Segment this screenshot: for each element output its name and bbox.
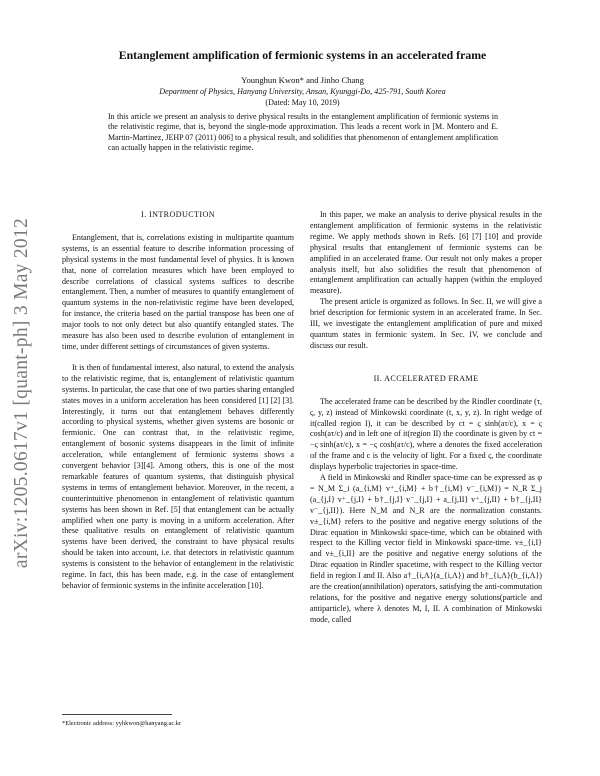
frame-paragraph-2: A field in Minkowski and Rindler space-time can be expressed as φ = N_M Σ_i (a_{i,M} v⁺_{i,M} + b†_{i,M} v⁻_{i,M}) = N_R Σ_j (a_{j,I} v⁺_{j,I} + b†_{j,I} v⁻_{j,I} + a_{j,II} v⁺_{j,II} + b†_{j,II} v⁻_{j,II}). Here N_M and N_R are the normalization constants. v±_{i,M} refers to the positive and negative energy solutions of the Dirac equation in Minkowski space-time, which can be obtained with respect to the Killing vector field in Minkowski space-time. v±_{i,I} and v±_{i,II} are the positive and negative energy solutions of the Dirac equation in Rindler spacetime, with respect to the Killing vector field in region I and II. Also a†_{i,Λ}(a_{i,Λ}) and b†_{i,Λ}(b_{i,Λ}) are the creation(annihilation) operators, satisfying the anti-commutation relations, for the positive and negative energy solutions(particle and antiparticle), where λ denotes M, I, II. A combination of Minkowski mode, called (310, 473, 542, 624)
section-heading-accelerated-frame: II. ACCELERATED FRAME (373, 373, 479, 383)
abstract: In this article we present an analysis to derive physical results in the entanglement amplification of fermionic systems in the relativistic regime, that is, beyond the single-mode approximation. This leads a recent work in [M. Montero and E. Martin-Martinez, JEHP 07 (2011) 006] to a physical result, and solidifies that phenomenon of entanglement amplification can actually happen in the relativistic regime. (108, 112, 498, 152)
paper-affiliation: Department of Physics, Hanyang University, Ansan, Kyunggi-Do, 425-791, South Korea (159, 87, 446, 96)
frame-paragraph-1: The accelerated frame can be described by the Rindler coordinate (τ, ς, y, z) instead of Minkowski coordinate (t, x, y, z). In right wedge of it(called region I), it can be described by ct = ς sinh(aτ/c), x = ς cosh(aτ/c) and in left one of it(region II) the coordinate is given by ct = −ς sinh(aτ/c), x = −ς cosh(aτ/c), where a denotes the fixed acceleration of the frame and c is the velocity of light. For a fixed ς, the coordinate displays hyperbolic trajectories in space-time. (310, 396, 542, 472)
footnote-email: *Electronic address: yyhkwon@hanyang.ac.kr (62, 720, 182, 727)
left-column (62, 210, 294, 592)
intro-paragraph-4: The present article is organized as follows. In Sec. II, we will give a brief description for fermionic system in an accelerated frame. In Sec. III, we investigate the entanglement amplification of pure and mixed quantum states in fermionic system. In Sec. IV, we conclude and discuss our result. (310, 297, 542, 350)
paper-header (60, 48, 545, 108)
paper-title: Entanglement amplification of fermionic systems in an accelerated frame (118, 48, 487, 62)
footnote-rule (62, 714, 172, 715)
arxiv-stamp: arXiv:1205.0617v1 [quant-ph] 3 May 2012 (11, 217, 33, 569)
intro-paragraph-2: It is then of fundamental interest, also natural, to extend the analysis to the relativistic regime, that is, entanglement of relativistic quantum systems. In particular, the case that one of two parties sharing entangled states moves in a uniform acceleration has been considered [1] [2] [3]. Interestingly, it turns out that entanglement behaves differently according to physical systems, whether given systems are bosonic or fermionic. One can contrast that, in the relativistic regime, entanglement of bosonic systems disappears in the limit of infinite acceleration, while entanglement of fermionic systems shows a convergent behavior [3][4]. Among others, this is one of the most remarkable features of quantum systems, that distinguish physical systems in terms of entanglement behavior. Moreover, in the recent, a counterintuitive phenomenon in entanglement of relativistic quantum systems has been shown in Ref. [5] that entanglement can be actually amplified when one party is moving in a uniform acceleration. After these qualitative results on entanglement of relativistic quantum systems have been derived, the constraint to have physical results should be taken into account, i.e. that detectors in relativistic quantum systems is consistent to the behavior of entanglement in the relativistic regime. In fact, this has been made, e.g. in the case of entanglement behavior of fermionic systems in the infinite acceleration [10]. (62, 362, 294, 590)
arxiv-stamp-container (5, 188, 39, 598)
right-column (310, 210, 542, 626)
section-heading-introduction: I. INTRODUCTION (141, 210, 215, 219)
paper-authors: Younghun Kwon* and Jinho Chang (241, 75, 364, 85)
paper-date: (Dated: May 10, 2019) (265, 98, 340, 107)
intro-paragraph-1: Entanglement, that is, correlations existing in multipartite quantum systems, is an essential feature to describe information processing of physical systems in the most fundamental level of physics. It is known that, none of correlation measures which have been employed to describe correlations of classical systems suffices to describe entanglement. Then, a number of measures to quantify entanglement of quantum systems in the non-relativistic regime have been developed, for instance, the criteria based on the partial transpose has been one of major tools to not only detect but also quantify entangled states. The measure has also been used to describe evolution of entanglement in time, under different settings of circumstances of given systems. (62, 232, 294, 351)
footnote (62, 714, 294, 728)
intro-paragraph-3: In this paper, we make an analysis to derive physical results in the entanglement amplification of fermionic systems in the relativistic regime. We apply methods shown in Refs. [6] [7] [10] and provide physical results that entanglement of fermionic systems can be amplified in an accelerated frame. Our result not only makes a proper analysis itself, but also solidifies the result that phenomenon of entanglement amplification can actually happen (within the employed measure). (310, 210, 542, 296)
